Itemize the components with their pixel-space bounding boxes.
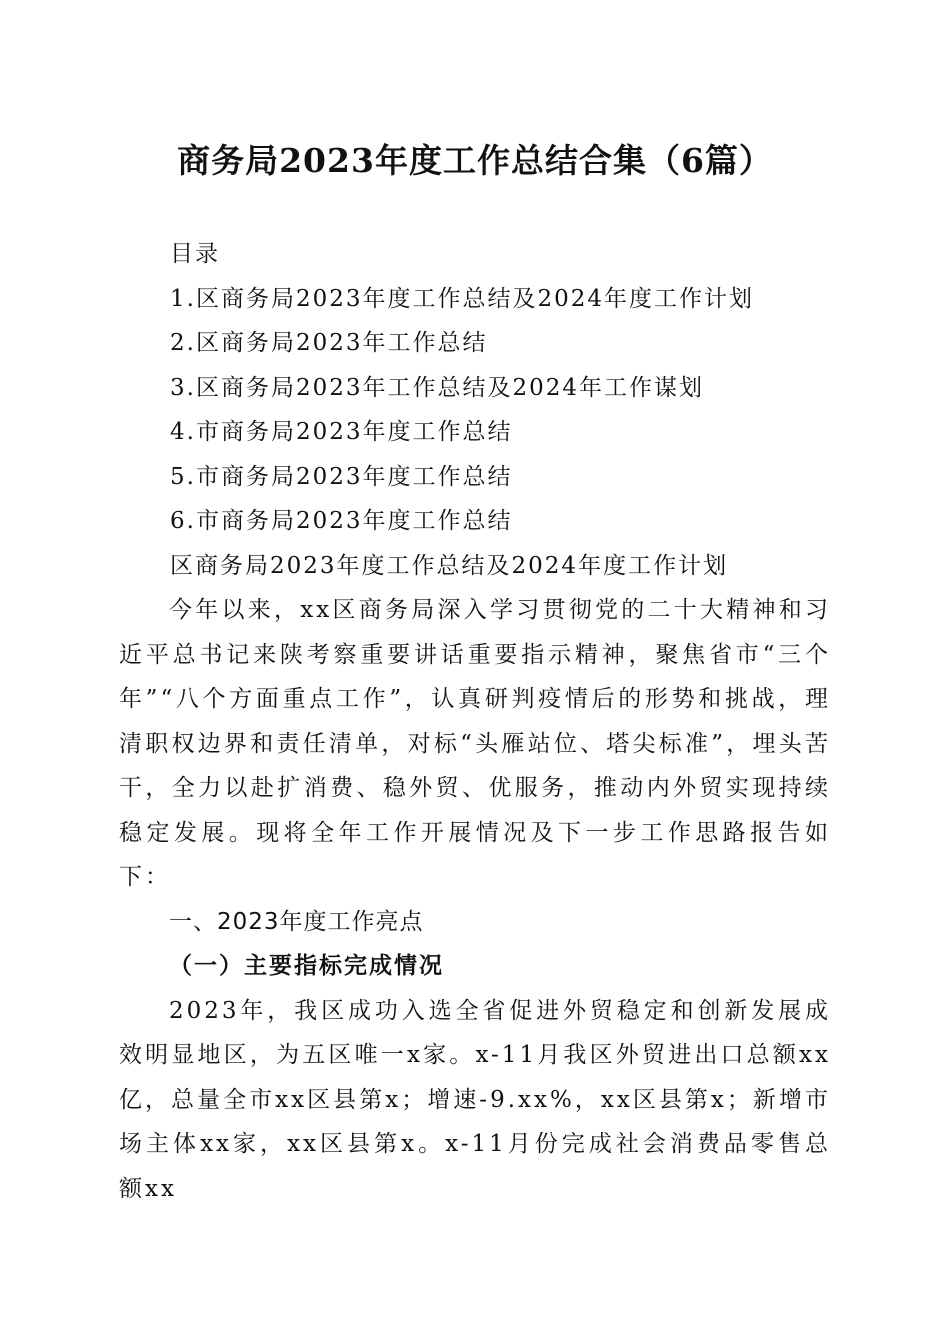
article-body: [119, 588, 831, 1211]
toc-item-2: 2.区商务局2023年工作总结: [170, 330, 488, 356]
subsection-heading: （一）主要指标完成情况: [169, 952, 444, 979]
toc-item-6: 6.市商务局2023年度工作总结: [170, 508, 513, 534]
article-title: 区商务局2023年度工作总结及2024年度工作计划: [170, 552, 729, 579]
toc-heading: 目录: [170, 241, 220, 267]
toc-item-1: 1.区商务局2023年度工作总结及2024年度工作计划: [170, 285, 755, 312]
table-of-contents: [170, 232, 890, 588]
intro-paragraph: 今年以来，xx区商务局深入学习贯彻党的二十大精神和习近平总书记来陕考察重要讲话重要指示精神，聚焦省市“三个年”“八个方面重点工作”，认真研判疫情后的形势和挑战，理清职权边界和责任清单，对标“头雁站位、塔尖标准”，埋头苦干，全力以赴扩消费、稳外贸、优服务，推动内外贸实现持续稳定发展。现将全年工作开展情况及下一步工作思路报告如下：: [119, 597, 831, 890]
section-heading: 一、2023年度工作亮点: [169, 908, 424, 935]
section-paragraph: 2023年，我区成功入选全省促进外贸稳定和创新发展成效明显地区，为五区唯一x家。x-11月我区外贸进出口总额xx亿，总量全市xx区县第x；增速-9.xx%，xx区县第x；新增市场主体xx家，xx区县第x。x-11月份完成社会消费品零售总额xx: [119, 997, 831, 1202]
document-title: 商务局2023年度工作总结合集（6篇）: [177, 141, 773, 180]
toc-item-4: 4.市商务局2023年度工作总结: [170, 419, 513, 445]
toc-item-3: 3.区商务局2023年工作总结及2024年工作谋划: [170, 374, 705, 401]
toc-item-5: 5.市商务局2023年度工作总结: [170, 463, 513, 490]
